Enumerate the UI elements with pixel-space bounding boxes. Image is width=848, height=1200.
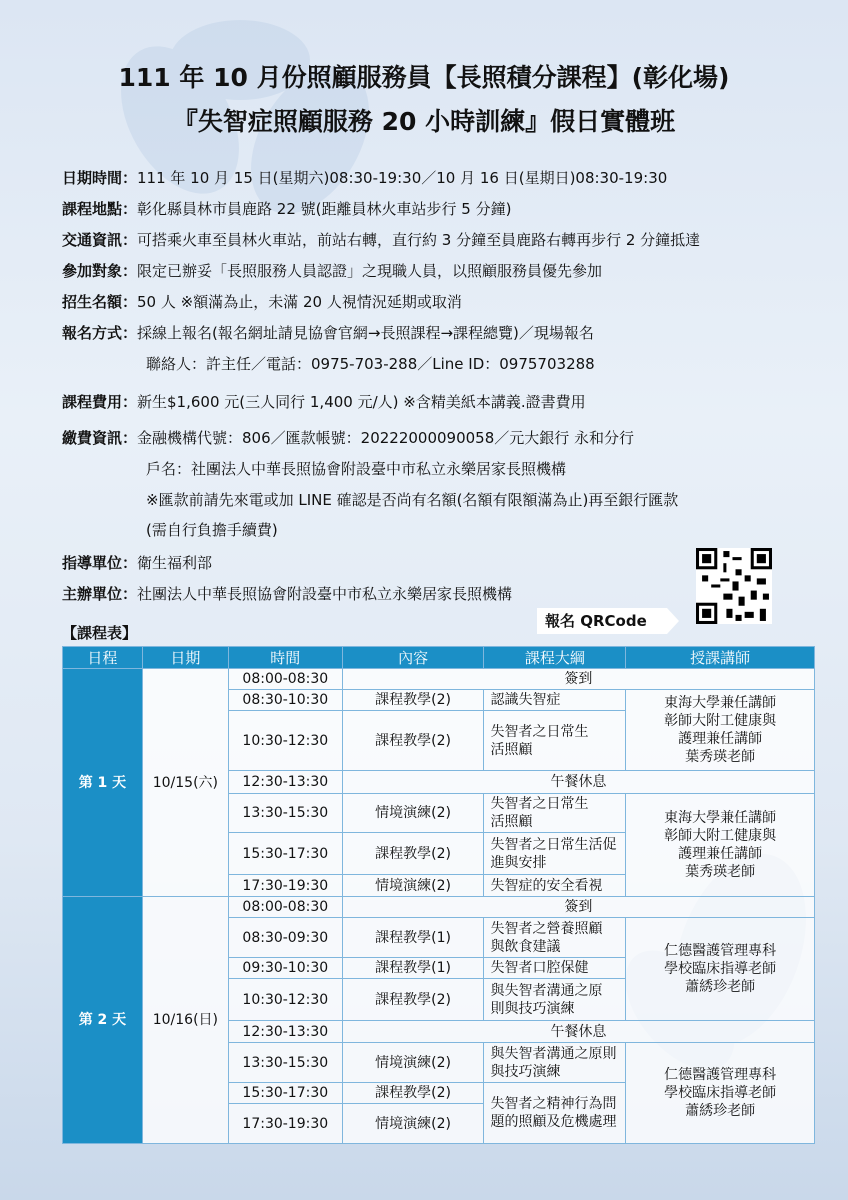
span-cell: 午餐休息 — [342, 1021, 814, 1043]
span-cell: 午餐休息 — [342, 771, 814, 794]
time-cell: 10:30-12:30 — [228, 979, 342, 1021]
time-cell: 12:30-13:30 — [228, 771, 342, 794]
table-header-row — [63, 647, 815, 669]
info-date: 日期時間：111 年 10 月 15 日(星期六)08:30-19:30／10 月 16 日(星期日)08:30-19:30 — [62, 169, 668, 187]
page-title: 111 年 10 月份照顧服務員【長照積分課程】(彰化場) — [118, 63, 730, 92]
time-cell: 15:30-17:30 — [228, 1083, 342, 1104]
qrcode-image[interactable] — [696, 548, 772, 624]
header-cell: 日程 — [63, 647, 143, 669]
span-cell: 簽到 — [342, 669, 814, 690]
table-row — [63, 669, 815, 690]
course-table — [62, 646, 815, 1144]
date-cell: 10/15(六) — [142, 669, 228, 897]
time-cell: 08:30-09:30 — [228, 918, 342, 958]
time-cell: 08:00-08:30 — [228, 897, 342, 918]
content-cell: 情境演練(2) — [342, 794, 484, 833]
time-cell: 13:30-15:30 — [228, 794, 342, 833]
outline-cell: 失智症的安全看視 — [484, 875, 626, 897]
time-cell: 08:00-08:30 — [228, 669, 342, 690]
teacher-cell: 仁德醫護管理專科 學校臨床指導老師 蕭綉珍老師 — [626, 918, 815, 1021]
content-cell: 課程教學(1) — [342, 958, 484, 979]
outline-cell: 失智者之精神行為問題的照顧及危機處理 — [484, 1083, 626, 1144]
qrcode-label: 報名 QRCode — [537, 608, 667, 634]
content-cell: 課程教學(2) — [342, 690, 484, 711]
outline-cell: 與失智者溝通之原則與技巧演練 — [484, 979, 626, 1021]
teacher-cell: 東海大學兼任講師 彰師大附工健康與 護理兼任講師 葉秀瑛老師 — [626, 794, 815, 897]
outline-cell: 認識失智症 — [484, 690, 626, 711]
content-cell: 課程教學(2) — [342, 833, 484, 875]
time-cell: 13:30-15:30 — [228, 1043, 342, 1083]
content-cell: 課程教學(2) — [342, 979, 484, 1021]
info-fee: 課程費用：新生$1,600 元(三人同行 1,400 元/人) ※含精美紙本講義.證書費用 — [62, 393, 586, 411]
header-cell: 時間 — [228, 647, 342, 669]
time-cell: 08:30-10:30 — [228, 690, 342, 711]
header-cell: 授課講師 — [626, 647, 815, 669]
info-quota: 招生名額：50 人 ※額滿為止，未滿 20 人視情況延期或取消 — [62, 293, 462, 311]
date-cell: 10/16(日) — [142, 897, 228, 1144]
outline-cell: 失智者之日常生活促進與安排 — [484, 833, 626, 875]
info-host: 主辦單位：社團法人中華長照協會附設臺中市私立永樂居家長照機構 — [62, 585, 513, 603]
content-cell: 情境演練(2) — [342, 1043, 484, 1083]
outline-cell: 失智者之營養照顧與飲食建議 — [484, 918, 626, 958]
header-cell: 日期 — [142, 647, 228, 669]
info-payment-name: 戶名：社團法人中華長照協會附設臺中市私立永樂居家長照機構 — [146, 460, 567, 478]
info-signup: 報名方式：採線上報名(報名網址請見協會官網→長照課程→課程總覽)／現場報名 — [62, 324, 594, 342]
outline-cell: 失智者之日常生活照顧 — [484, 794, 626, 833]
teacher-cell: 東海大學兼任講師 彰師大附工健康與 護理兼任講師 葉秀瑛老師 — [626, 690, 815, 771]
time-cell: 15:30-17:30 — [228, 833, 342, 875]
content-cell: 情境演練(2) — [342, 1104, 484, 1144]
table-row — [63, 897, 815, 918]
info-payment-note: ※匯款前請先來電或加 LINE 確認是否尚有名額(名額有限額滿為止)再至銀行匯款 — [146, 491, 679, 509]
content-cell: 課程教學(2) — [342, 1083, 484, 1104]
time-cell: 10:30-12:30 — [228, 711, 342, 771]
course-table-label: 【課程表】 — [62, 624, 138, 642]
header-cell: 內容 — [342, 647, 484, 669]
time-cell: 12:30-13:30 — [228, 1021, 342, 1043]
day-cell: 第 2 天 — [63, 897, 143, 1144]
info-guide: 指導單位：衛生福利部 — [62, 554, 213, 572]
content-cell: 課程教學(2) — [342, 711, 484, 771]
outline-cell: 失智者口腔保健 — [484, 958, 626, 979]
outline-cell: 失智者之日常生活照顧 — [484, 711, 626, 771]
info-contact: 聯絡人：許主任／電話：0975-703-288／Line ID：0975703288 — [146, 355, 595, 373]
day-cell: 第 1 天 — [63, 669, 143, 897]
info-location: 課程地點：彰化縣員林市員鹿路 22 號(距離員林火車站步行 5 分鐘) — [62, 200, 512, 218]
info-payment: 繳費資訊：金融機構代號：806／匯款帳號：20222000090058／元大銀行 永和分行 — [62, 429, 635, 447]
content-cell: 課程教學(1) — [342, 918, 484, 958]
header-cell: 課程大綱 — [484, 647, 626, 669]
content-cell: 情境演練(2) — [342, 875, 484, 897]
info-target: 參加對象：限定已辦妥「長照服務人員認證」之現職人員，以照顧服務員優先參加 — [62, 262, 603, 280]
info-payment-fee-note: (需自行負擔手續費) — [146, 521, 278, 539]
teacher-cell: 仁德醫護管理專科 學校臨床指導老師 蕭綉珍老師 — [626, 1043, 815, 1144]
span-cell: 簽到 — [342, 897, 814, 918]
page-subtitle: 『失智症照顧服務 20 小時訓練』假日實體班 — [172, 107, 676, 136]
time-cell: 09:30-10:30 — [228, 958, 342, 979]
time-cell: 17:30-19:30 — [228, 1104, 342, 1144]
time-cell: 17:30-19:30 — [228, 875, 342, 897]
outline-cell: 與失智者溝通之原則與技巧演練 — [484, 1043, 626, 1083]
info-traffic: 交通資訊：可搭乘火車至員林火車站，前站右轉，直行約 3 分鐘至員鹿路右轉再步行 2 分鐘抵達 — [62, 231, 701, 249]
